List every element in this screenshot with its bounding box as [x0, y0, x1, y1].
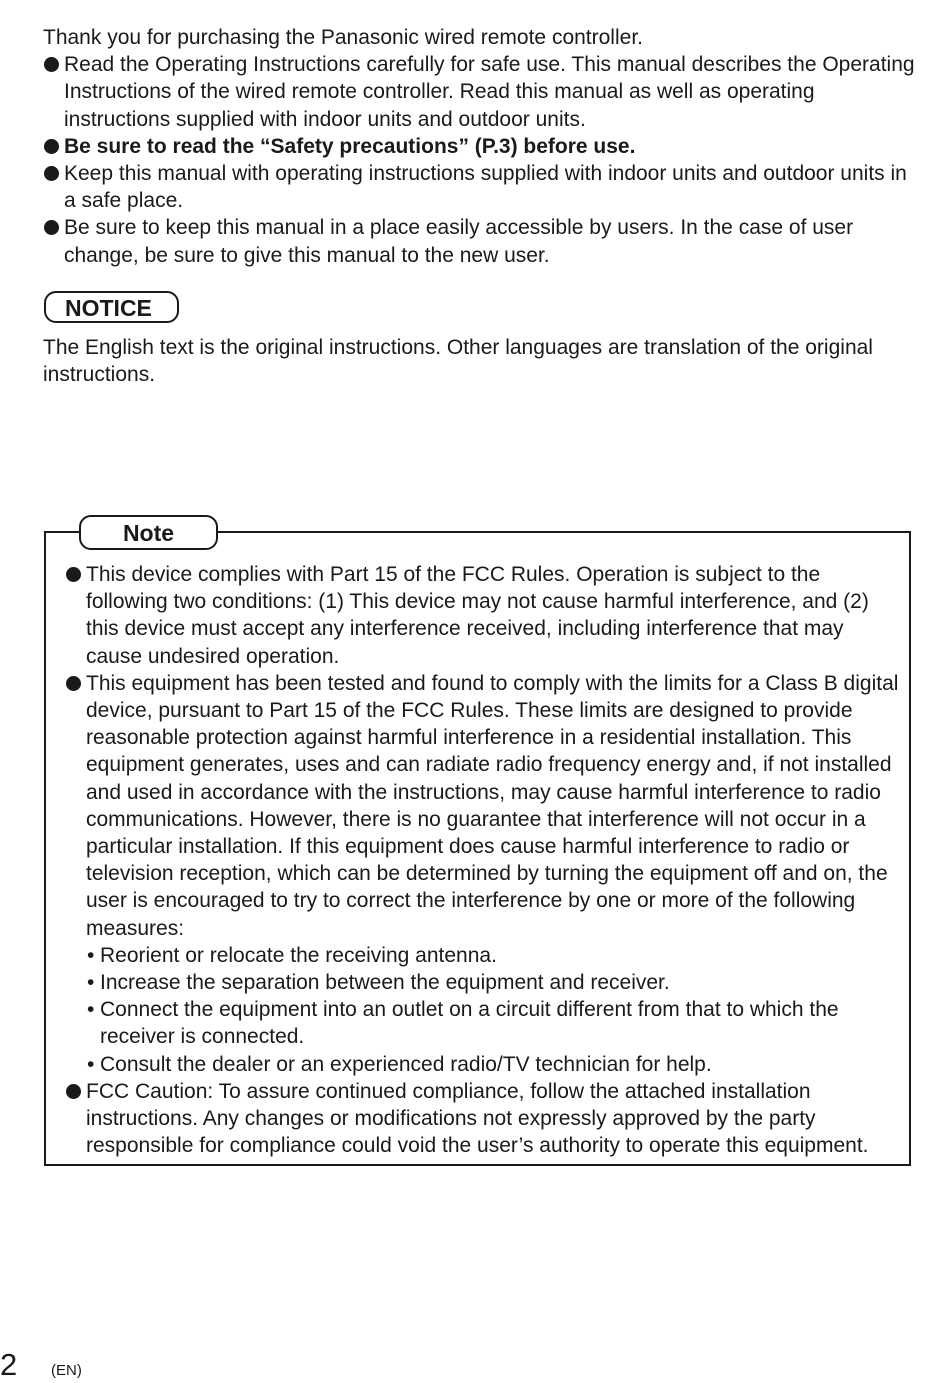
page-number: 2 — [0, 1347, 18, 1382]
measure-text: Consult the dealer or an experienced radio/TV technician for help. — [100, 1052, 712, 1076]
measure-text: Reorient or relocate the receiving antenna. — [100, 943, 497, 967]
note-bullet-list — [65, 561, 900, 1159]
measure-item — [86, 1051, 900, 1078]
list-item-text: Read the Operating Instructions carefully for safe use. This manual describes the Operating Instructions of the wired remote controller. Read this manual as well as operating instructions supplied with indoor units and outdoor units. — [64, 53, 915, 131]
list-item-text: FCC Caution: To assure continued compliance, follow the attached installation instructions. Any changes or modifications not expressly approved by the party responsible for compliance could void the user’s authority to operate this equipment. — [86, 1079, 869, 1158]
list-item — [43, 160, 923, 214]
small-bullet-icon: • — [87, 998, 95, 1022]
list-item-text: Keep this manual with operating instructions supplied with indoor units and outdoor units in a safe place. — [64, 162, 907, 213]
list-item-text: This device complies with Part 15 of the FCC Rules. Operation is subject to the following two conditions: (1) This device may not cause harmful interference, and (2) this device must accept any interference received, including interference that may cause undesired operation. — [86, 563, 869, 668]
note-label: Note — [79, 515, 218, 550]
notice-text: The English text is the original instructions. Other languages are translation of the original instructions. — [43, 336, 873, 387]
measures-list — [86, 942, 900, 1078]
list-item — [65, 561, 900, 670]
measure-item — [86, 969, 900, 996]
intro-section — [43, 24, 923, 269]
list-item-text: Be sure to keep this manual in a place easily accessible by users. In the case of user change, be sure to give this manual to the new user. — [64, 216, 854, 267]
bullet-icon — [66, 676, 81, 691]
notice-label: NOTICE — [44, 291, 179, 323]
bullet-icon — [44, 220, 59, 235]
measure-item — [86, 942, 900, 969]
list-item — [65, 1078, 900, 1160]
list-item — [43, 51, 923, 133]
list-item — [43, 133, 923, 160]
small-bullet-icon: • — [87, 971, 95, 995]
thanks-text: Thank you for purchasing the Panasonic wired remote controller. — [43, 26, 643, 49]
list-item — [65, 670, 900, 1078]
intro-bullet-list — [43, 51, 923, 269]
measure-item — [86, 996, 900, 1050]
measure-text: Increase the separation between the equipment and receiver. — [100, 971, 670, 995]
bullet-icon — [66, 1084, 81, 1099]
bullet-icon — [44, 166, 59, 181]
language-code: (EN) — [51, 1362, 82, 1379]
bullet-icon — [44, 139, 59, 154]
bullet-icon — [66, 567, 81, 582]
small-bullet-icon: • — [87, 1052, 95, 1076]
measure-text: Connect the equipment into an outlet on a circuit different from that to which the receiver is connected. — [100, 998, 839, 1049]
safety-warning-text: Be sure to read the “Safety precautions” (P.3) before use. — [64, 134, 636, 158]
list-item — [43, 214, 923, 268]
note-content — [65, 561, 900, 1159]
small-bullet-icon: • — [87, 943, 95, 967]
list-item-text: This equipment has been tested and found to comply with the limits for a Class B digital device, pursuant to Part 15 of the FCC Rules. These limits are designed to provide reasonable protection against harmful interference in a residential installation. This equipment generates, uses and can radiate radio frequency energy and, if not installed and used in accordance with the instructions, may cause harmful interference to radio communications. However, there is no guarantee that interference will not occur in a particular installation. If this equipment does cause harmful interference to radio or television reception, which can be determined by turning the equipment off and on, the user is encouraged to try to correct the interference by one or more of the following measures: — [86, 671, 899, 940]
bullet-icon — [44, 57, 59, 72]
